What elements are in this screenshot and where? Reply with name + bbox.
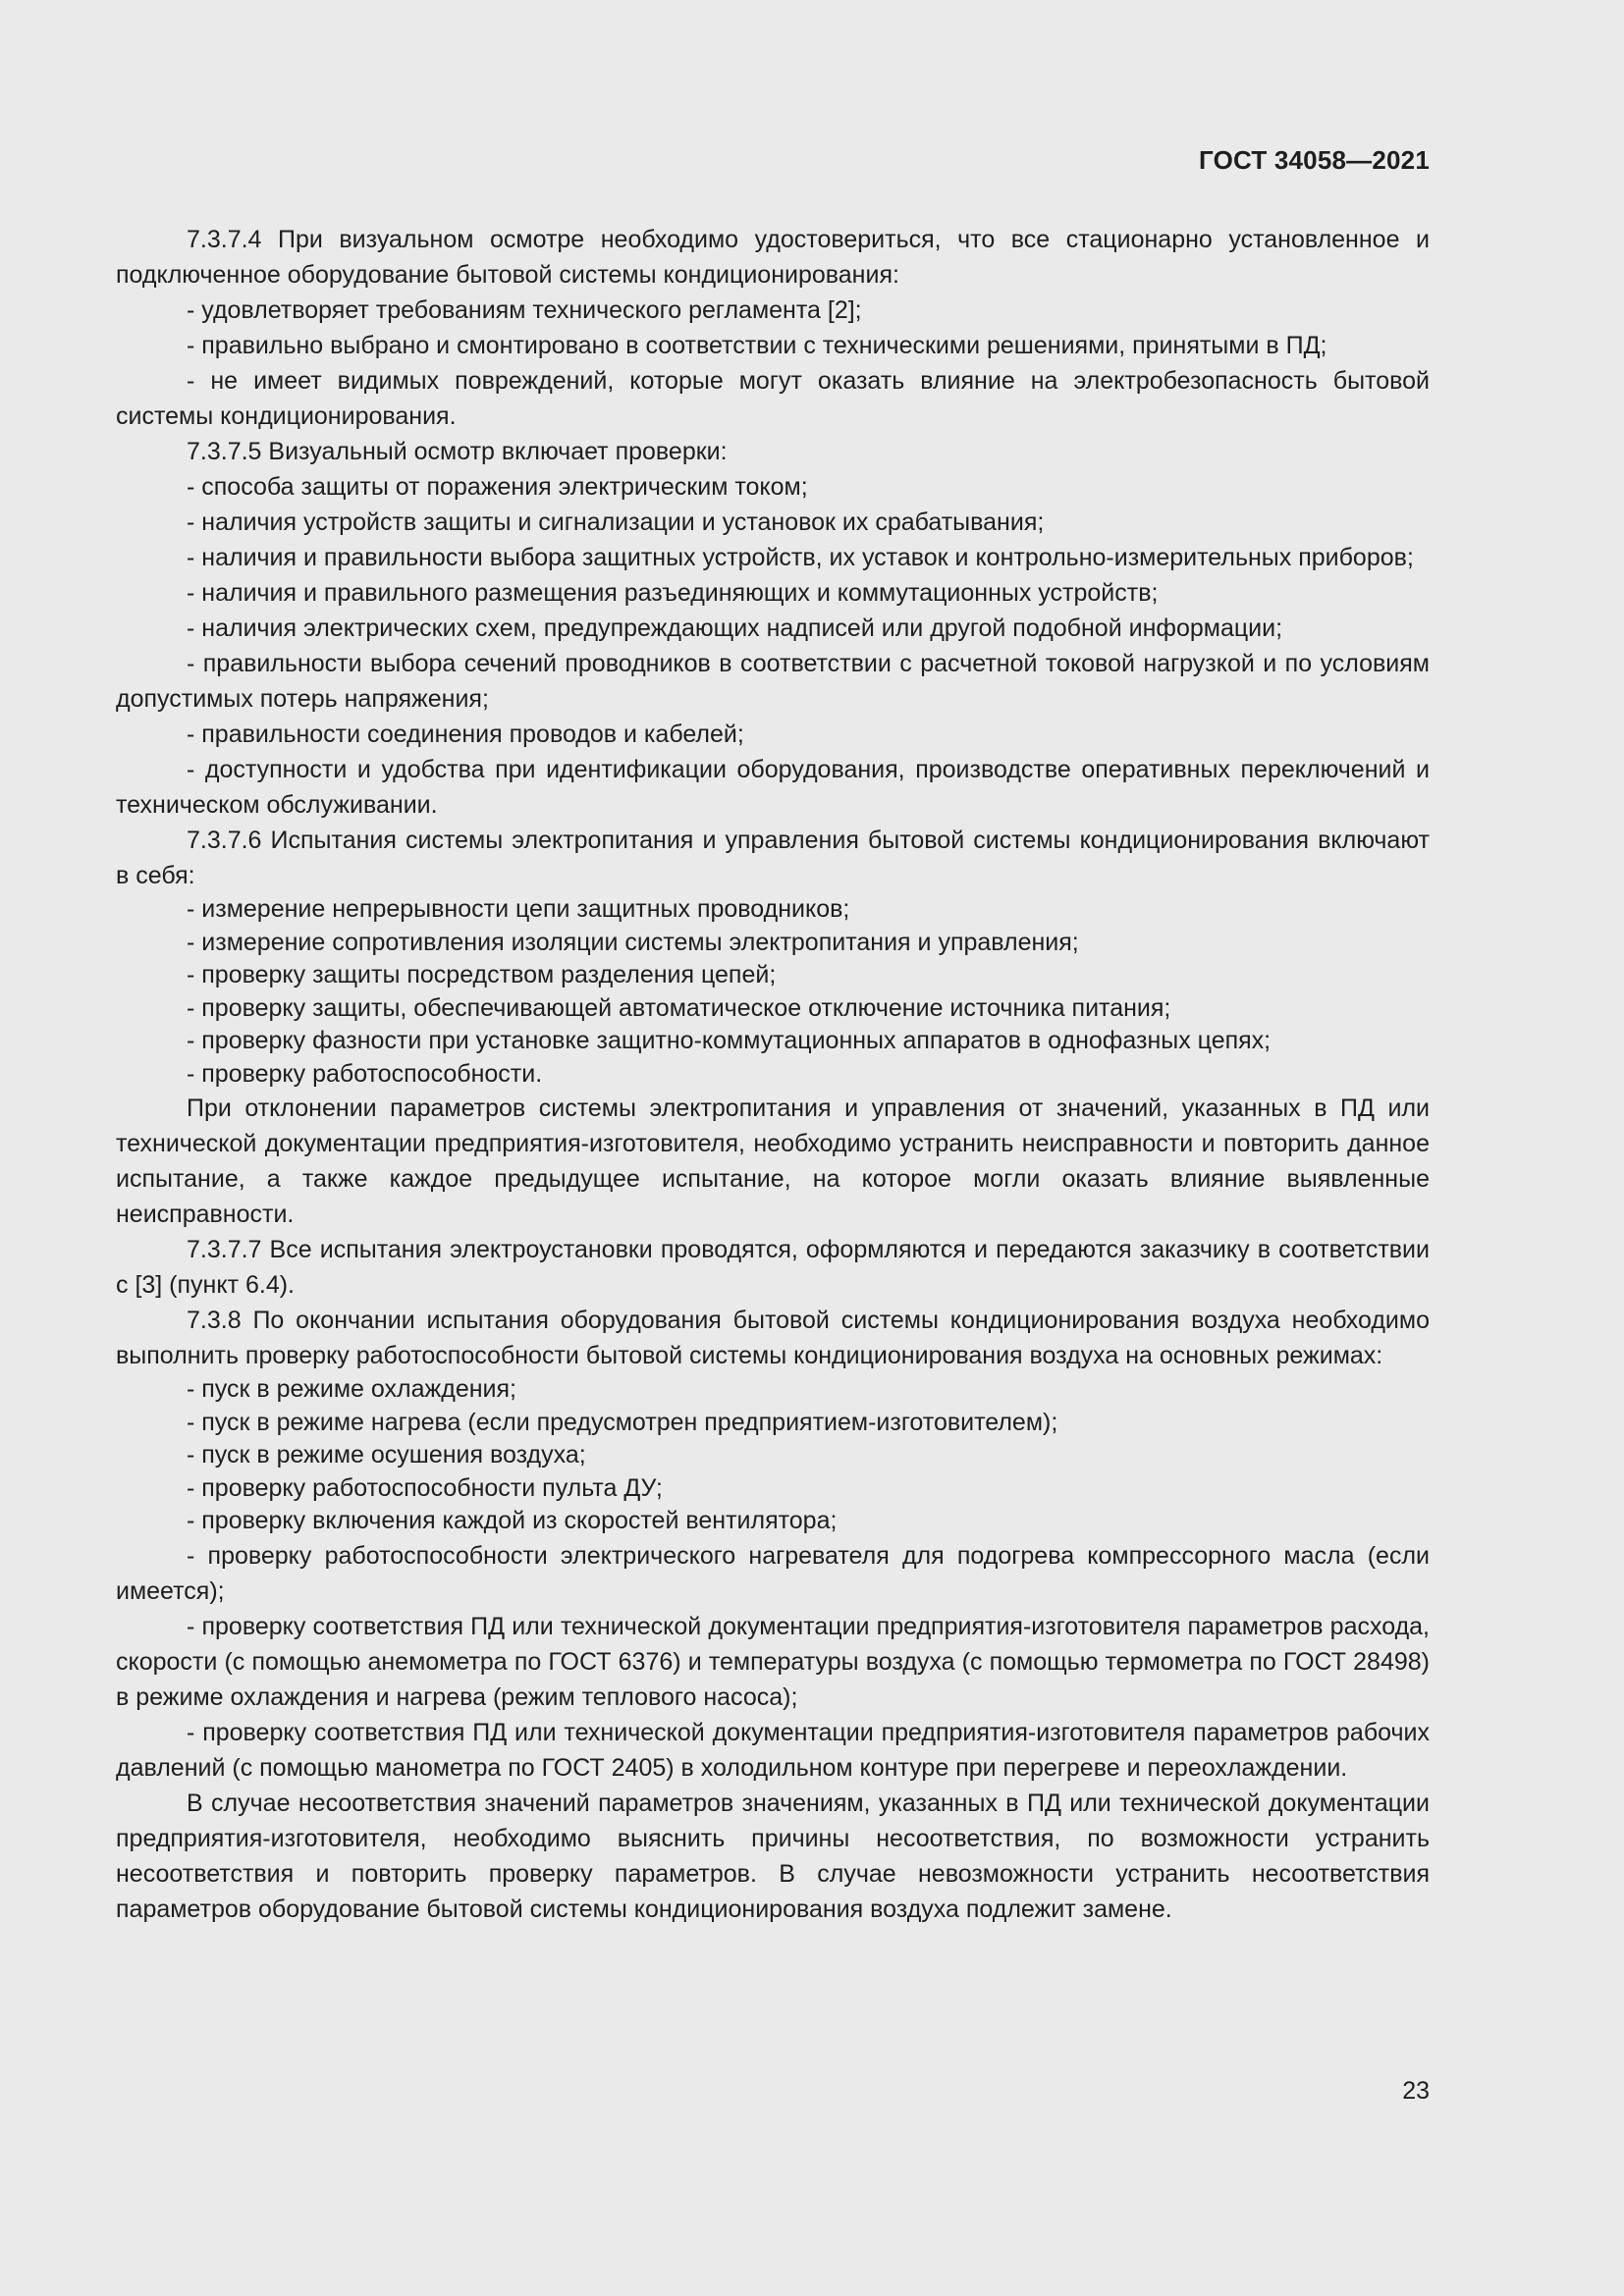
list-item: - измерение непрерывности цепи защитных проводников; xyxy=(187,895,850,923)
list-item: - измерение сопротивления изоляции системы электропитания и управления; xyxy=(187,928,1079,956)
list-item: - наличия электрических схем, предупреждающих надписей или другой подобной информации; xyxy=(187,614,1283,642)
paragraph-7-3-7-6: 7.3.7.6 Испытания системы электропитания и управления бытовой системы кондиционирования включают в себя: xyxy=(116,827,1430,889)
list-item: - удовлетворяет требованиям технического регламента [2]; xyxy=(187,296,862,324)
list-item: - пуск в режиме нагрева (если предусмотрен предприятием-изготовителем); xyxy=(187,1408,1058,1436)
list-item: - проверку защиты посредством разделения цепей; xyxy=(187,961,777,988)
list-item: - наличия и правильного размещения разъединяющих и коммутационных устройств; xyxy=(187,579,1159,607)
list-item: - проверку работоспособности электрического нагревателя для подогрева компрессорного масла (если имеется); xyxy=(116,1541,1430,1605)
list-item: - пуск в режиме охлаждения; xyxy=(187,1375,516,1403)
list-item: - наличия и правильности выбора защитных устройств, их уставок и контрольно-измерительных приборов; xyxy=(187,544,1414,571)
paragraph-mismatch-note: В случае несоответствия значений параметров значениям, указанных в ПД или технической документации предприятия-изготовителя, необходимо выяснить причины несоответствия, по возможности устранить несоответствия и повторить проверку параметров. В случае невозможности устранить несоответствия параметров оборудование бытовой системы кондиционирования воздуха подлежит замене. xyxy=(116,1789,1430,1923)
list-item: - правильности соединения проводов и кабелей; xyxy=(187,721,744,748)
list-item: - правильно выбрано и смонтировано в соответствии с техническими решениями, принятыми в ПД; xyxy=(187,332,1327,359)
paragraph-7-3-8: 7.3.8 По окончании испытания оборудования бытовой системы кондиционирования воздуха необходимо выполнить проверку работоспособности бытовой системы кондиционирования воздуха на основных режимах: xyxy=(116,1307,1430,1369)
list-item: - проверку соответствия ПД или технической документации предприятия-изготовителя параметров рабочих давлений (с помощью манометра по ГОСТ 2405) в холодильном контуре при перегреве и переохлаждении. xyxy=(116,1718,1430,1782)
list-item: - проверку включения каждой из скоростей вентилятора; xyxy=(187,1507,838,1534)
standard-header: ГОСТ 34058—2021 xyxy=(1199,145,1430,175)
list-item: - проверку соответствия ПД или технической документации предприятия-изготовителя параметров расхода, скорости (с помощью анемометра по ГОСТ 6376) и температуры воздуха (с помощью термометра по ГОСТ 28498) в режиме охлаждения и нагрева (режим теплового насоса); xyxy=(116,1612,1430,1711)
paragraph-deviation-note: При отклонении параметров системы электропитания и управления от значений, указанных в ПД или технической документации предприятия-изготовителя, необходимо устранить неисправности и повторить данное испытание, а также каждое предыдущее испытание, на которое могли оказать влияние выявленные неисправности. xyxy=(116,1095,1430,1228)
paragraph-7-3-7-4: 7.3.7.4 При визуальном осмотре необходимо удостовериться, что все стационарно установленное и подключенное оборудование бытовой системы кондиционирования: xyxy=(116,226,1430,289)
list-item: - правильности выбора сечений проводников в соответствии с расчетной токовой нагрузкой и по условиям допустимых потерь напряжения; xyxy=(116,650,1430,713)
paragraph-7-3-7-5: 7.3.7.5 Визуальный осмотр включает проверки: xyxy=(187,438,728,465)
list-item: - наличия устройств защиты и сигнализации и установок их срабатывания; xyxy=(187,508,1045,536)
list-item: - пуск в режиме осушения воздуха; xyxy=(187,1441,586,1468)
list-item: - не имеет видимых повреждений, которые могут оказать влияние на электробезопасность бытовой системы кондиционирования. xyxy=(116,367,1430,430)
list-item: - способа защиты от поражения электрическим током; xyxy=(187,473,808,501)
document-body xyxy=(116,222,1430,1927)
list-item: - проверку защиты, обеспечивающей автоматическое отключение источника питания; xyxy=(187,993,1171,1022)
page-number: 23 xyxy=(1402,2077,1430,2105)
list-item: - проверку работоспособности пульта ДУ; xyxy=(187,1473,663,1502)
list-item: - проверку фазности при установке защитно-коммутационных аппаратов в однофазных цепях; xyxy=(187,1027,1272,1054)
list-item: - доступности и удобства при идентификации оборудования, производстве оперативных переключений и техническом обслуживании. xyxy=(116,756,1430,819)
list-item: - проверку работоспособности. xyxy=(187,1059,543,1088)
paragraph-7-3-7-7: 7.3.7.7 Все испытания электроустановки проводятся, оформляются и передаются заказчику в соответствии с [3] (пункт 6.4). xyxy=(116,1236,1430,1299)
